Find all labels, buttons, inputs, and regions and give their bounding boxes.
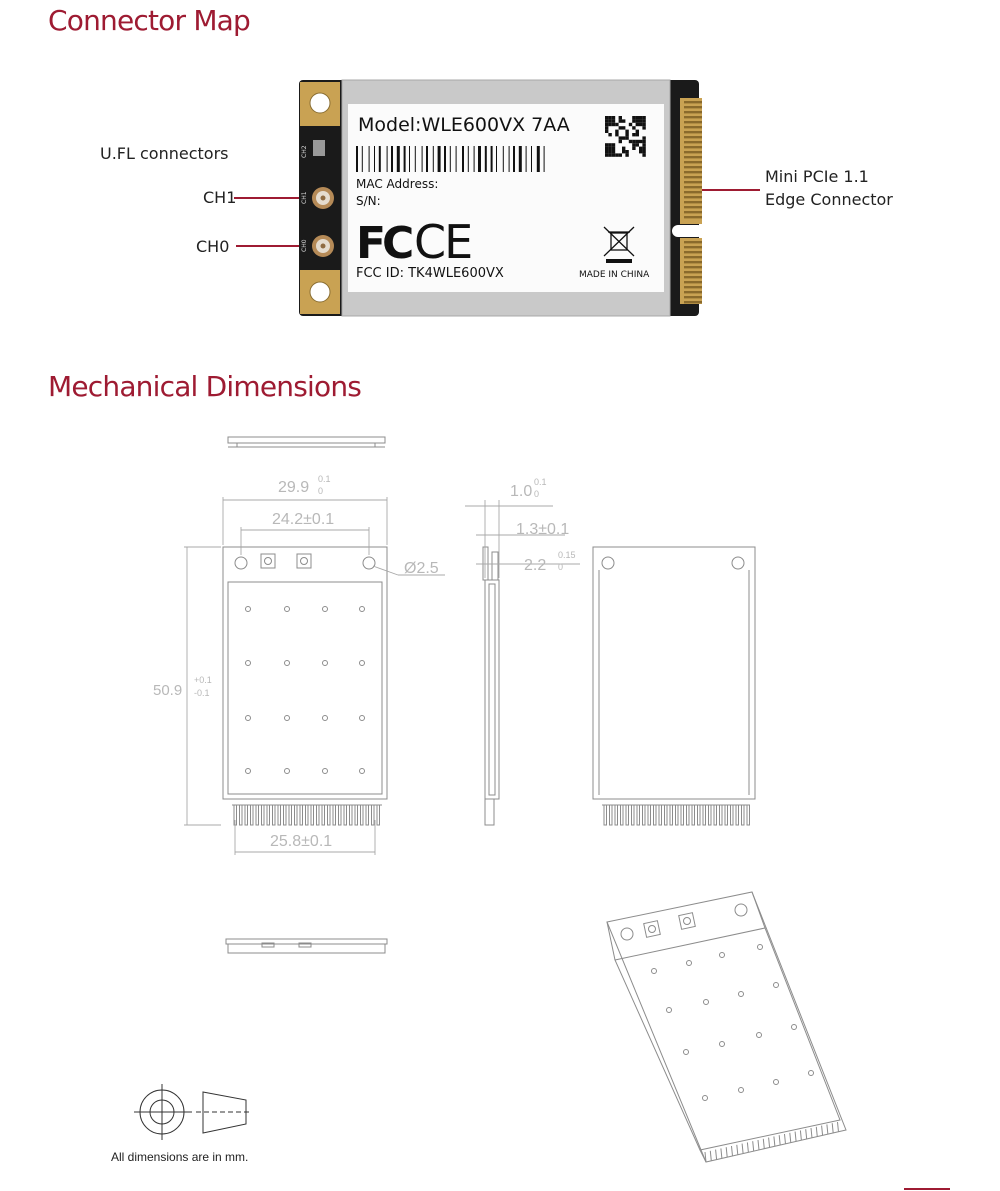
label-sn: S/N:: [356, 194, 381, 208]
dim-comp-height: 1.3±0.1: [516, 521, 570, 538]
back-view-edge-teeth: [602, 805, 750, 825]
dim-height: 50.9: [153, 682, 183, 699]
dim-total-width-tol: 0.1: [318, 474, 331, 484]
dim-thickness-tol: 0.1: [534, 477, 547, 487]
edge-view-top: [228, 437, 385, 443]
isometric-view-component-dots: [652, 945, 814, 1101]
footnote: All dimensions are in mm.: [111, 1150, 249, 1164]
board-mark-ch2: CH2: [301, 145, 308, 158]
dim-total-width-tol-low: 0: [318, 486, 324, 496]
board-mark-ch0: CH0: [301, 239, 308, 252]
dim-thickness: 1.0: [510, 483, 533, 500]
dim-thickness-tol-low: 0: [534, 489, 540, 499]
label-mac: MAC Address:: [356, 177, 439, 191]
dim-conn-height: 2.2: [524, 557, 547, 574]
projection-symbol-icon: [134, 1084, 252, 1140]
label-made-in: MADE IN CHINA: [579, 270, 650, 280]
back-view-hole-left: [602, 557, 614, 569]
dim-conn-height-tol-low: 0: [558, 562, 564, 572]
label-fc-mark: FC: [356, 218, 411, 269]
dim-height-tol-low: -0.1: [194, 688, 210, 698]
ch0-label: CH0: [196, 237, 230, 256]
ch1-label: CH1: [203, 188, 237, 207]
dim-height-tol-up: +0.1: [194, 675, 212, 685]
label-fcc-id: FCC ID: TK4WLE600VX: [356, 266, 504, 281]
edge-connector-label-line1: Mini PCIe 1.1: [765, 167, 869, 186]
label-model: Model:WLE600VX 7AA: [358, 114, 570, 136]
label-ce-mark: CE: [414, 215, 472, 269]
front-view-component-dots: [246, 607, 365, 774]
isometric-view: [607, 892, 846, 1162]
dim-edge-width: 25.8±0.1: [270, 833, 333, 850]
isometric-view-edge-teeth: [705, 1122, 839, 1162]
back-view-hole-right: [732, 557, 744, 569]
front-view-edge-teeth: [232, 805, 382, 825]
front-view-hole-left: [235, 557, 247, 569]
dim-hole-dia: Ø2.5: [404, 560, 439, 577]
front-view-hole-right: [363, 557, 375, 569]
mechanical-dimensions-title: Mechanical Dimensions: [48, 370, 362, 403]
dim-total-width: 29.9: [278, 479, 310, 496]
back-view: [593, 547, 755, 799]
front-view: [223, 547, 387, 799]
dim-conn-height-tol: 0.15: [558, 550, 576, 560]
edge-connector-label-line2: Edge Connector: [765, 190, 893, 209]
dim-hole-span: 24.2±0.1: [272, 511, 335, 528]
front-view-ufl-1: [261, 554, 275, 568]
board-mark-ch1: CH1: [301, 191, 308, 204]
side-view: [483, 547, 499, 825]
ufl-connectors-label: U.FL connectors: [100, 144, 229, 163]
connector-map-title: Connector Map: [48, 4, 251, 37]
front-view-ufl-2: [297, 554, 311, 568]
dim-line-hole-leader: [373, 566, 398, 575]
